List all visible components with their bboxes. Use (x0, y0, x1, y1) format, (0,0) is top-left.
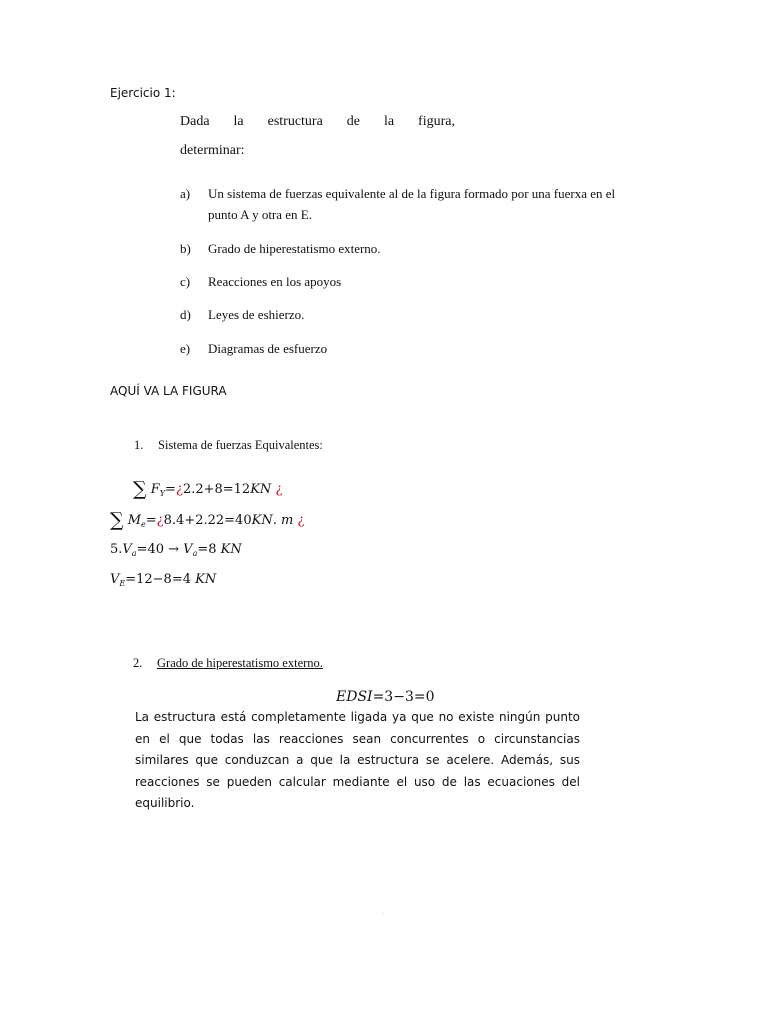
list-marker: a) (180, 186, 191, 201)
stray-mark: · (382, 910, 385, 919)
list-text: Un sistema de fuerzas equivalente al de la figura formado por una fuerxa en el punto A y otra en E. (208, 186, 616, 222)
eq-var: V (183, 542, 193, 557)
eq-body: 8.4+2.22=40 (163, 513, 252, 528)
list-marker: e) (180, 341, 191, 356)
eq-post: =8 (197, 542, 217, 557)
eq-body: 2.2+8=12 (182, 482, 251, 497)
eq-unit: KN (220, 542, 242, 557)
list-text: Leyes de eshierzo. (208, 307, 305, 322)
list-item-c (180, 271, 640, 292)
eq-mark: ¿ (297, 513, 305, 528)
eq-equals: = (145, 513, 157, 528)
eq-var: V (110, 572, 120, 587)
list-item-e (180, 338, 640, 359)
eq-unit: KN (250, 482, 272, 497)
eq-sub: a (131, 549, 137, 558)
section-1-heading (134, 438, 323, 453)
explanation-paragraph: La estructura está completamente ligada ya que no existe ningún punto en el que todas las reacciones sean concurrentes o circunstancias similares que conduzcan a que la estructura se acelere. Además, sus reacciones se pueden calcular mediante el uso de las ecuaciones del equilibrio. (135, 710, 580, 810)
eq-sub: E (119, 579, 126, 588)
eq-mark: ¿ (175, 482, 183, 497)
section-2-heading (133, 656, 323, 671)
section-title: Sistema de fuerzas Equivalentes: (158, 438, 323, 452)
eq-var: F (150, 482, 160, 497)
equation-edsi (336, 689, 435, 705)
eq-dot: . (272, 513, 277, 528)
equation-ve (110, 572, 216, 588)
section-title: Grado de hiperestatismo externo. (157, 656, 323, 670)
eq-mid: =40 → (136, 542, 184, 557)
eq-var: V (122, 542, 132, 557)
eq-unit-m: m (280, 513, 294, 528)
list-text: Grado de hiperestatismo externo. (208, 241, 381, 256)
intro-line-2: determinar: (180, 143, 245, 158)
eq-sub: a (192, 549, 198, 558)
section-number: 1. (134, 438, 144, 452)
list-marker: c) (180, 274, 191, 289)
section-number: 2. (133, 656, 143, 670)
eq-sub: Y (159, 489, 166, 498)
eq-mark: ¿ (275, 482, 283, 497)
eq-unit: KN (195, 572, 217, 587)
list-text: Reacciones en los apoyos (208, 274, 342, 289)
eq-mark: ¿ (156, 513, 164, 528)
eq-post: =12−8=4 (125, 572, 191, 587)
exercise-heading: Ejercicio 1: (110, 86, 176, 100)
equation-sum-moments (110, 509, 304, 531)
list-text: Diagramas de esfuerzo (208, 341, 328, 356)
eq-unit: KN (251, 513, 273, 528)
list-item-a (180, 183, 640, 225)
list-item-d (180, 304, 640, 325)
list-marker: b) (180, 241, 191, 256)
eq-var: EDSI (336, 689, 373, 705)
sigma-symbol: ∑ (133, 478, 147, 500)
eq-sub: e (141, 520, 146, 529)
list-item-b (180, 238, 640, 259)
eq-var: M (127, 513, 142, 528)
intro-line-1: Dada la estructura de la figura, (180, 114, 455, 129)
sigma-symbol: ∑ (110, 509, 124, 531)
equation-sum-forces (133, 478, 282, 500)
eq-rest: =3−3=0 (372, 689, 435, 705)
eq-equals: = (165, 482, 176, 497)
eq-pre: 5. (110, 542, 123, 557)
equation-va (110, 542, 242, 558)
figure-placeholder-note: AQUÍ VA LA FIGURA (110, 384, 227, 398)
list-marker: d) (180, 307, 191, 322)
